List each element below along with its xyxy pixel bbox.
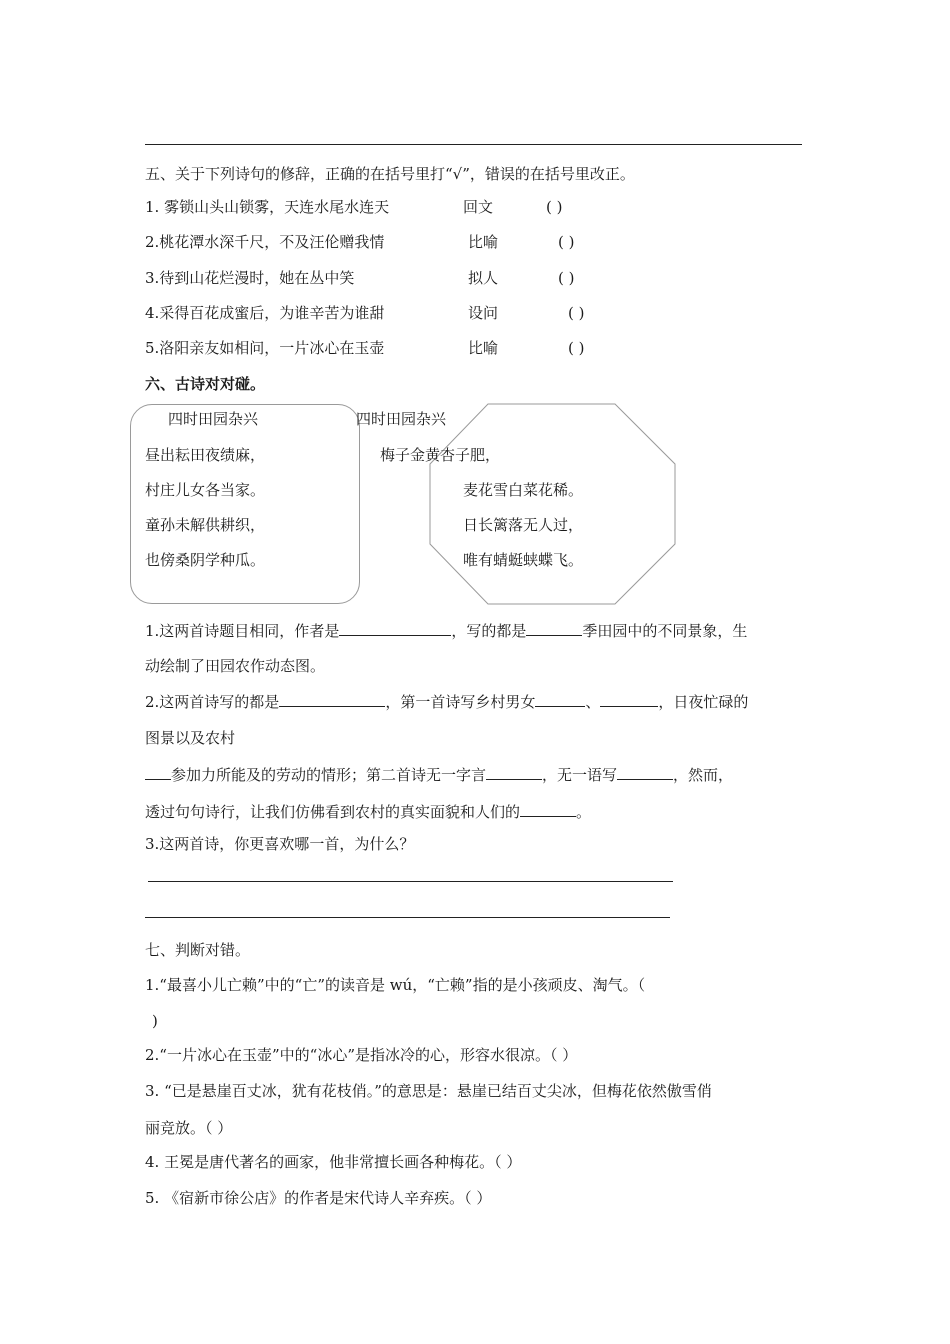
poem2-line: 梅子金黄杏子肥， — [380, 446, 501, 464]
answer-line[interactable] — [145, 917, 670, 918]
q1-text-b: ，写的都是 — [451, 622, 527, 640]
answer-paren[interactable]: ( ) — [568, 304, 585, 322]
judge-item-1-paren[interactable]: ) — [152, 1012, 158, 1030]
item-text: 5.洛阳亲友如相问，一片冰心在玉壶 — [145, 339, 385, 357]
section7-title: 七、判断对错。 — [145, 941, 251, 959]
q2-blank-1[interactable] — [279, 690, 385, 707]
poem1-line: 昼出耘田夜绩麻， — [145, 446, 266, 464]
q2-text-h: ，然而， — [673, 766, 734, 784]
q2-blank-4[interactable] — [145, 763, 171, 780]
poem1-line: 村庄儿女各当家。 — [145, 481, 266, 499]
question-1-cont: 动绘制了田园农作动态图。 — [145, 657, 326, 675]
q2-text-d: ，日夜忙碌的 — [658, 693, 749, 711]
q2-blank-5[interactable] — [486, 763, 542, 780]
q2-text-b: ，第一首诗写乡村男女 — [385, 693, 536, 711]
item-text: 4.采得百花成蜜后，为谁辛苦为谁甜 — [145, 304, 385, 322]
poem2-line: 日长篱落无人过， — [463, 516, 584, 534]
answer-line[interactable] — [148, 881, 673, 882]
answer-paren[interactable]: ( ) — [558, 233, 575, 251]
item-text: 1. 雾锁山头山锁雾，天连水尾水连天 — [145, 198, 390, 216]
q2-text-c: 、 — [585, 693, 601, 711]
q1-text-a: 1.这两首诗题目相同，作者是 — [145, 622, 340, 640]
q2-text-g: ，无一语写 — [542, 766, 618, 784]
answer-paren[interactable]: ( ) — [568, 339, 585, 357]
section6-title: 六、古诗对对碰。 — [145, 375, 266, 393]
question-2-line4 — [145, 800, 591, 822]
judge-item-5: 5. 《宿新市徐公店》的作者是宋代诗人辛弃疾。（ ） — [145, 1189, 492, 1207]
season-blank[interactable] — [526, 619, 582, 636]
item-rhetoric: 回文 — [463, 198, 494, 216]
q2-blank-6[interactable] — [617, 763, 673, 780]
question-3: 3.这两首诗，你更喜欢哪一首，为什么？ — [145, 835, 415, 853]
q2-blank-3[interactable] — [600, 690, 658, 707]
q2-text-a: 2.这两首诗写的都是 — [145, 693, 280, 711]
item-text: 2.桃花潭水深千尺，不及汪伦赠我情 — [145, 233, 385, 251]
poem1-title: 四时田园杂兴 — [168, 410, 259, 428]
answer-paren[interactable]: ( ) — [546, 198, 563, 216]
poem2-line: 麦花雪白菜花稀。 — [463, 481, 584, 499]
q1-text-c: 季田园中的不同景象，生 — [582, 622, 748, 640]
poem1-line: 童孙未解供耕织， — [145, 516, 266, 534]
item-rhetoric: 比喻 — [468, 339, 499, 357]
q2-blank-7[interactable] — [520, 800, 576, 817]
answer-paren[interactable]: ( ) — [558, 269, 575, 287]
poem2-title: 四时田园杂兴 — [356, 410, 447, 428]
question-2 — [145, 690, 748, 712]
q2-text-f: 参加力所能及的劳动的情形；第二首诗无一字言 — [171, 766, 487, 784]
poem2-line: 唯有蜻蜓蛱蝶飞。 — [463, 551, 584, 569]
q2-text-i: 透过句句诗行，让我们仿佛看到农村的真实面貌和人们的 — [145, 803, 521, 821]
judge-item-1: 1.“最喜小儿亡赖”中的“亡”的读音是 wú，“亡赖”指的是小孩顽皮、淘气。（ — [145, 976, 646, 994]
judge-item-4: 4. 王冕是唐代著名的画家，他非常擅长画各种梅花。（ ） — [145, 1153, 522, 1171]
section5-title: 五、关于下列诗句的修辞，正确的在括号里打“√”，错误的在括号里改正。 — [145, 165, 635, 183]
question-2-line3 — [145, 763, 733, 785]
question-1 — [145, 619, 747, 641]
author-blank[interactable] — [339, 619, 451, 636]
item-rhetoric: 拟人 — [468, 269, 499, 287]
question-2-line2: 图景以及农村 — [145, 729, 236, 747]
judge-item-3: 3. “已是悬崖百丈冰，犹有花枝俏。”的意思是：悬崖已结百丈尖冰，但梅花依然傲雪俏 — [145, 1082, 712, 1100]
item-text: 3.待到山花烂漫时，她在丛中笑 — [145, 269, 355, 287]
item-rhetoric: 比喻 — [468, 233, 499, 251]
poem1-line: 也傍桑阴学种瓜。 — [145, 551, 266, 569]
q2-text-j: 。 — [576, 803, 592, 821]
judge-item-2: 2.“一片冰心在玉壶”中的“冰心”是指冰冷的心，形容水很凉。（ ） — [145, 1046, 578, 1064]
q2-blank-2[interactable] — [535, 690, 585, 707]
item-rhetoric: 设问 — [468, 304, 499, 322]
judge-item-3-cont: 丽竞放。（ ） — [145, 1119, 233, 1137]
